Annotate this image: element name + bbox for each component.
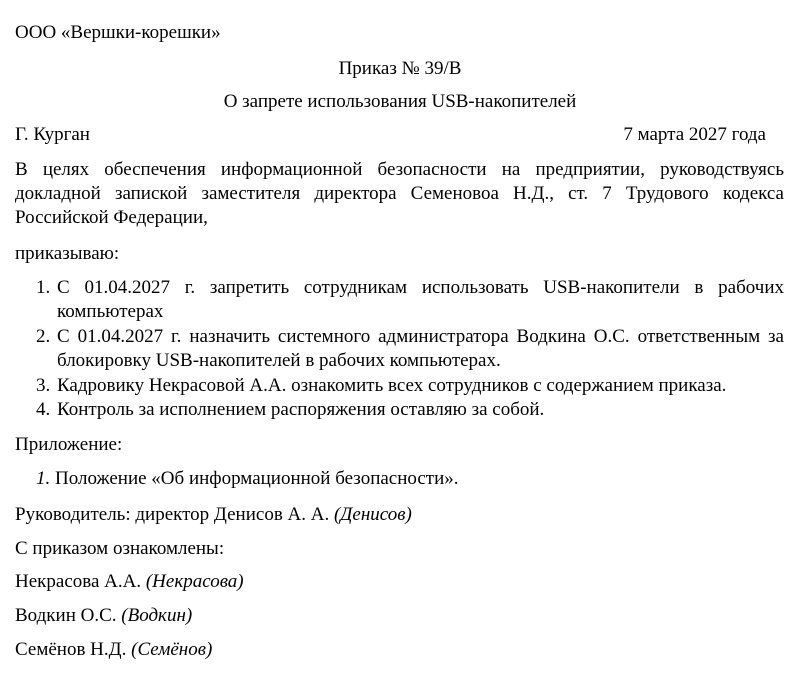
signer-name: Водкин О.С. xyxy=(15,605,117,626)
preamble-line-1: В целях обеспечения информационной безопасности на предприятии, руководствуясь xyxy=(15,159,784,180)
item-text: Контроль за исполнением распоряжения оставляю за собой. xyxy=(57,399,545,420)
item-number: 2. xyxy=(36,326,51,347)
signer-row xyxy=(15,604,192,628)
item-text: Кадровику Некрасовой А.А. ознакомить всех сотрудников с содержанием приказа. xyxy=(57,375,727,396)
order-item-4 xyxy=(36,398,784,422)
item-number: 4. xyxy=(36,399,51,420)
appendix-item xyxy=(36,467,459,491)
city: Г. Курган xyxy=(15,124,90,145)
order-item-1 xyxy=(36,276,784,324)
signer-row xyxy=(15,570,244,594)
head-signature: (Денисов) xyxy=(333,504,412,525)
head-label: Руководитель: директор Денисов А. А. xyxy=(15,504,330,525)
signer-signature: (Водкин) xyxy=(121,605,193,626)
head-signature-line xyxy=(15,503,412,527)
order-date: 7 марта 2027 года xyxy=(623,124,766,145)
item-text: С 01.04.2027 г. назначить системного администратора Водкина О.С. ответственным за блокировку USB-накопителей в рабочих компьютерах. xyxy=(57,326,784,371)
organization-name: ООО «Вершки-корешки» xyxy=(15,22,221,43)
preamble-line-2: докладной запиской заместителя директора Семеновоа Н.Д., ст. 7 Трудового кодекса xyxy=(15,183,784,204)
signer-row xyxy=(15,638,212,662)
preamble-line-3: Российской Федерации, xyxy=(15,207,208,228)
signer-signature: (Семёнов) xyxy=(131,639,213,660)
order-title: Приказ № 39/В xyxy=(338,58,462,79)
order-subject: О запрете использования USB-накопителей xyxy=(223,91,577,112)
acquainted-label: С приказом ознакомлены: xyxy=(15,538,225,559)
signer-name: Некрасова А.А. xyxy=(15,571,142,592)
order-item-3 xyxy=(36,374,784,398)
signer-signature: (Некрасова) xyxy=(145,571,244,592)
appendix-text: Положение «Об информационной безопасности». xyxy=(55,468,459,489)
signer-name: Семёнов Н.Д. xyxy=(15,639,127,660)
item-number: 3. xyxy=(36,375,51,396)
order-word: приказываю: xyxy=(15,243,120,264)
order-item-2 xyxy=(36,325,784,373)
appendix-number: 1. xyxy=(36,468,51,489)
item-text: С 01.04.2027 г. запретить сотрудникам использовать USB-накопители в рабочих компьютерах xyxy=(57,277,784,322)
appendix-label: Приложение: xyxy=(15,434,123,455)
item-number: 1. xyxy=(36,277,51,298)
